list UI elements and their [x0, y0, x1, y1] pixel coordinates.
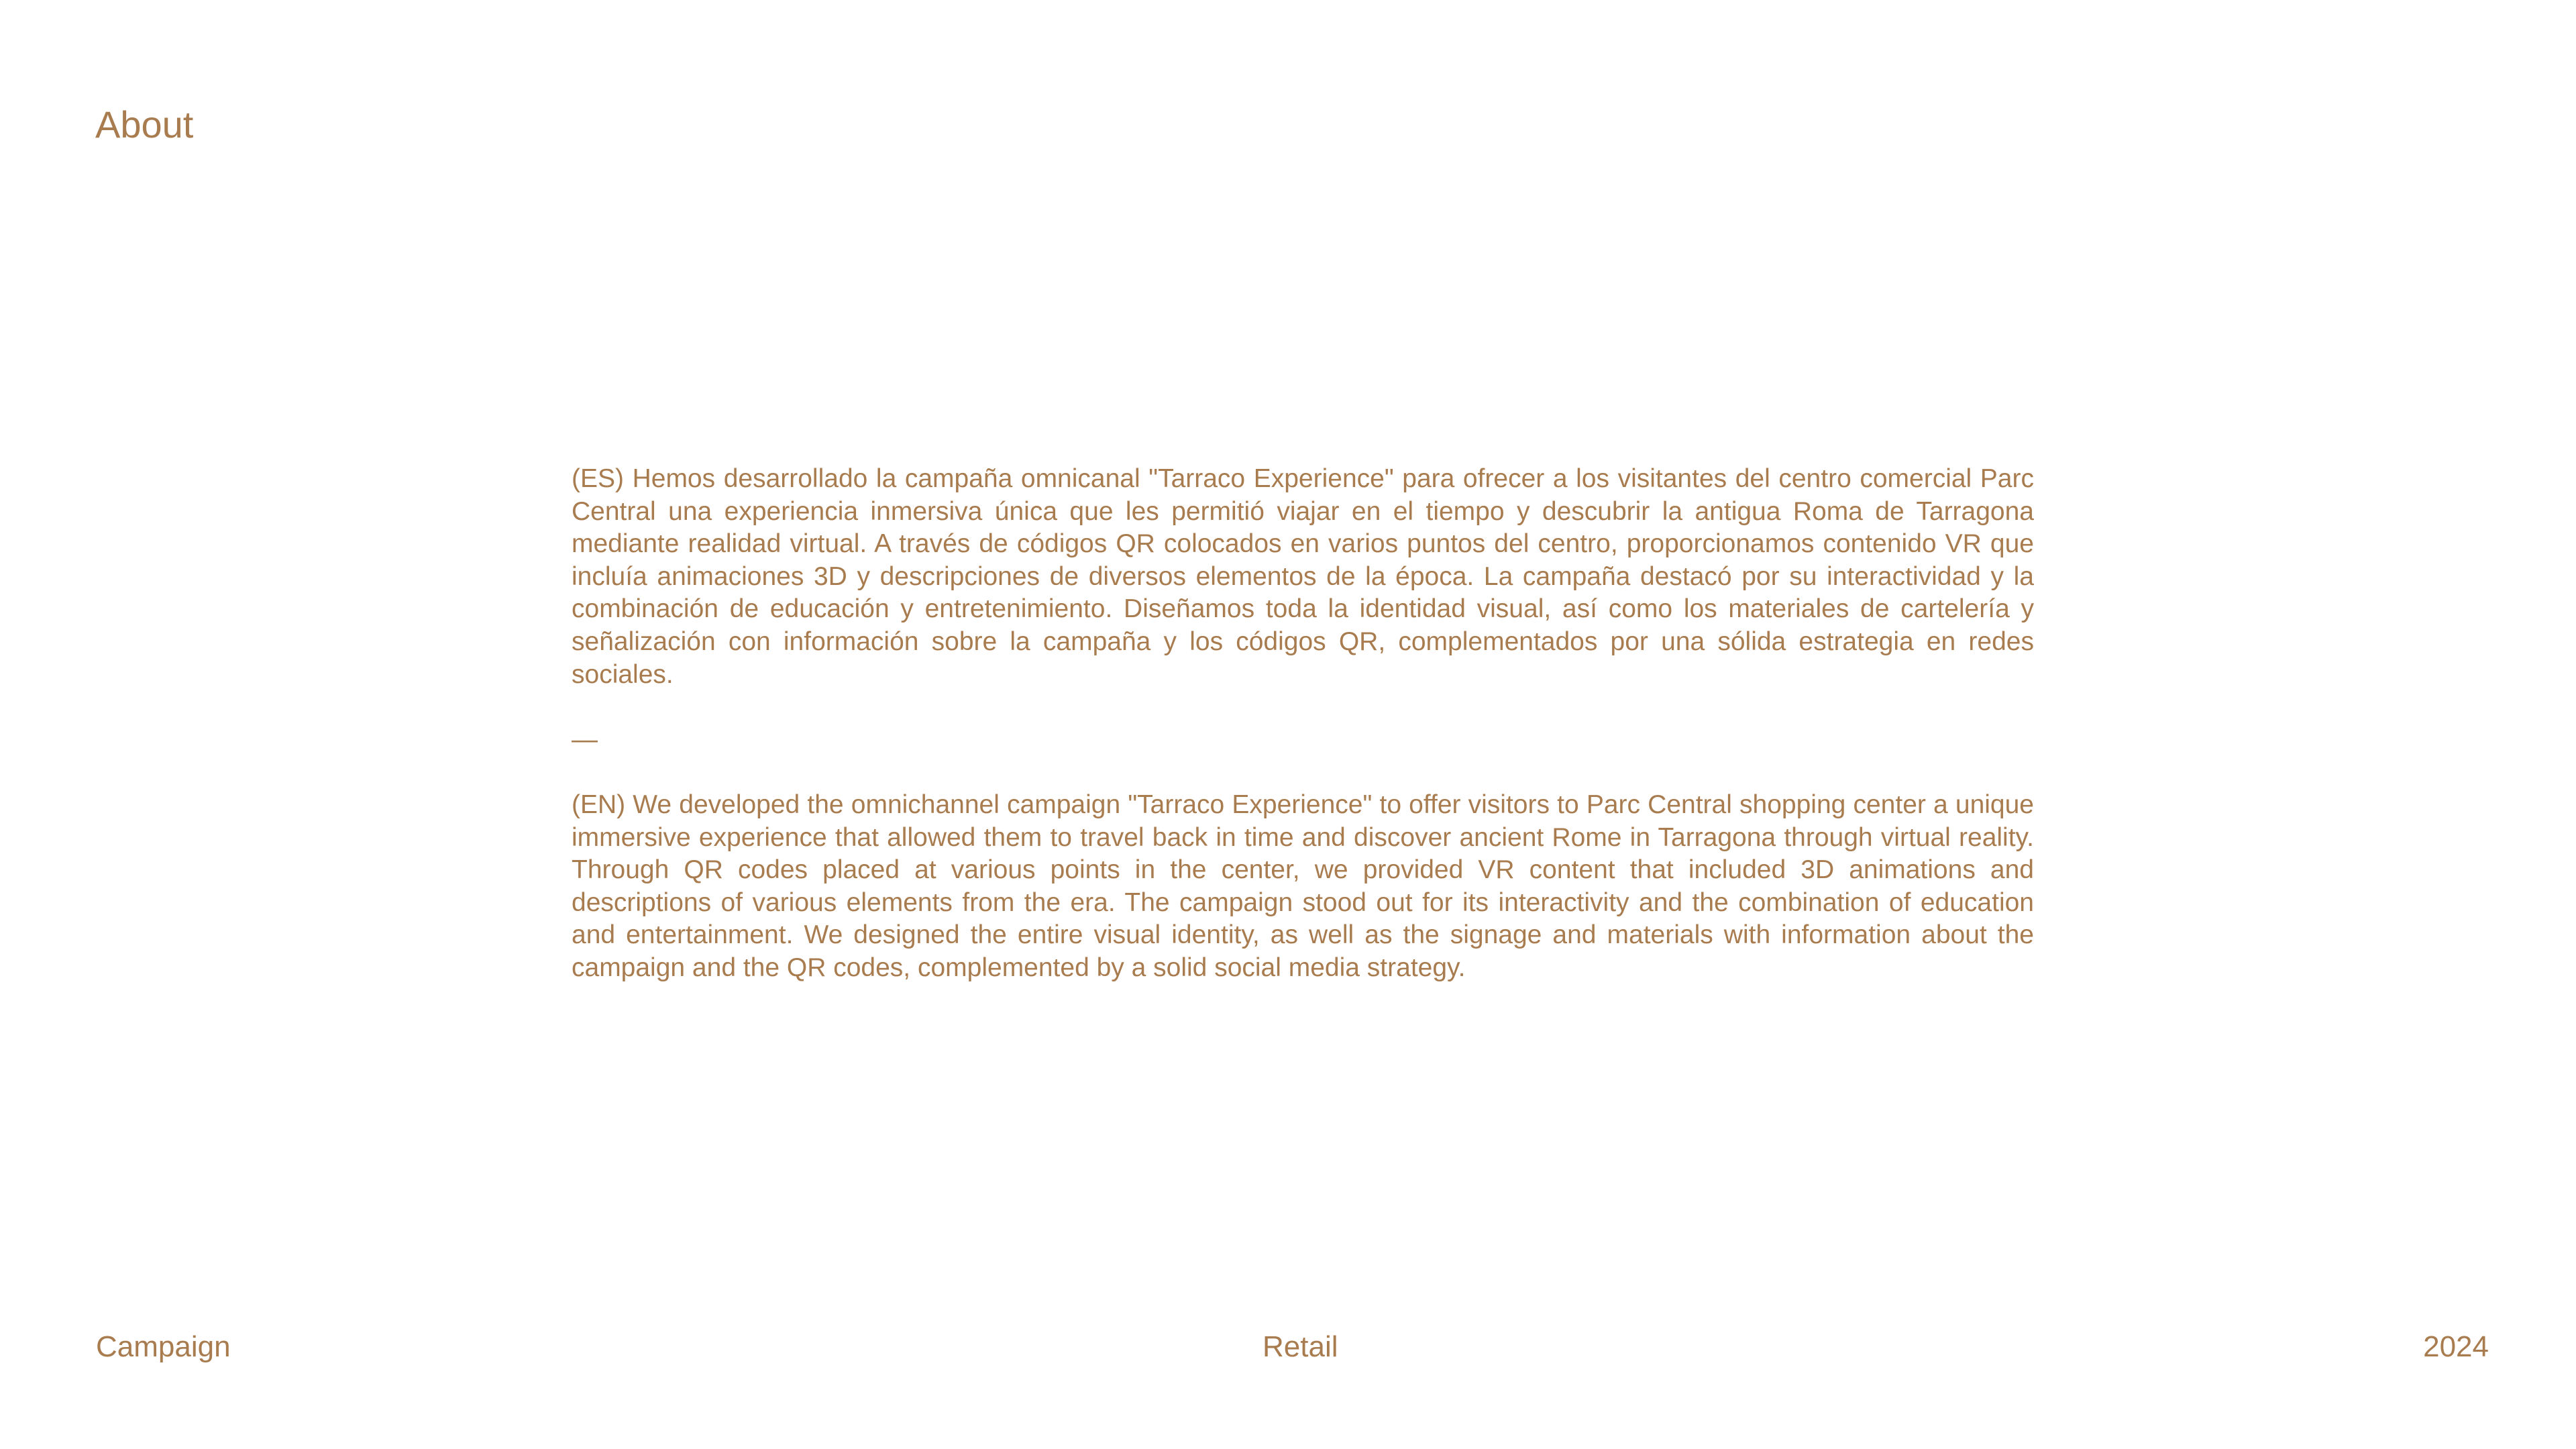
footer-category: Campaign — [96, 1330, 231, 1363]
page-title: About — [95, 103, 194, 146]
footer-sector: Retail — [1263, 1330, 1338, 1363]
paragraph-spanish: (ES) Hemos desarrollado la campaña omnicanal "Tarraco Experience" para ofrecer a los visitantes del centro comercial Parc Central una experiencia inmersiva única que les permitió viajar en el tiempo y descubrir la antigua Roma de Tarragona mediante realidad virtual. A través de códigos QR colocados en varios puntos del centro, proporcionamos contenido VR que incluía animaciones 3D y descripciones de diversos elementos de la época. La campaña destacó por su interactividad y la combinación de educación y entretenimiento. Diseñamos toda la identidad visual, así como los materiales de cartelería y señalización con información sobre la campaña y los códigos QR, complementados por una sólida estrategia en redes sociales. — [572, 464, 2034, 689]
footer-year: 2024 — [2423, 1330, 2489, 1363]
paragraph-english: (EN) We developed the omnichannel campaign "Tarraco Experience" to offer visitors to Parc Central shopping center a unique immersive experience that allowed them to travel back in time and discover ancient Rome in Tarragona through virtual reality. Through QR codes placed at various points in the center, we provided VR content that included 3D animations and descriptions of various elements from the era. The campaign stood out for its interactivity and the combination of education and entertainment. We designed the entire visual identity, as well as the signage and materials with information about the campaign and the QR codes, complemented by a solid social media strategy. — [572, 790, 2034, 982]
separator-dash: — — [572, 724, 598, 754]
about-body — [572, 463, 2034, 985]
